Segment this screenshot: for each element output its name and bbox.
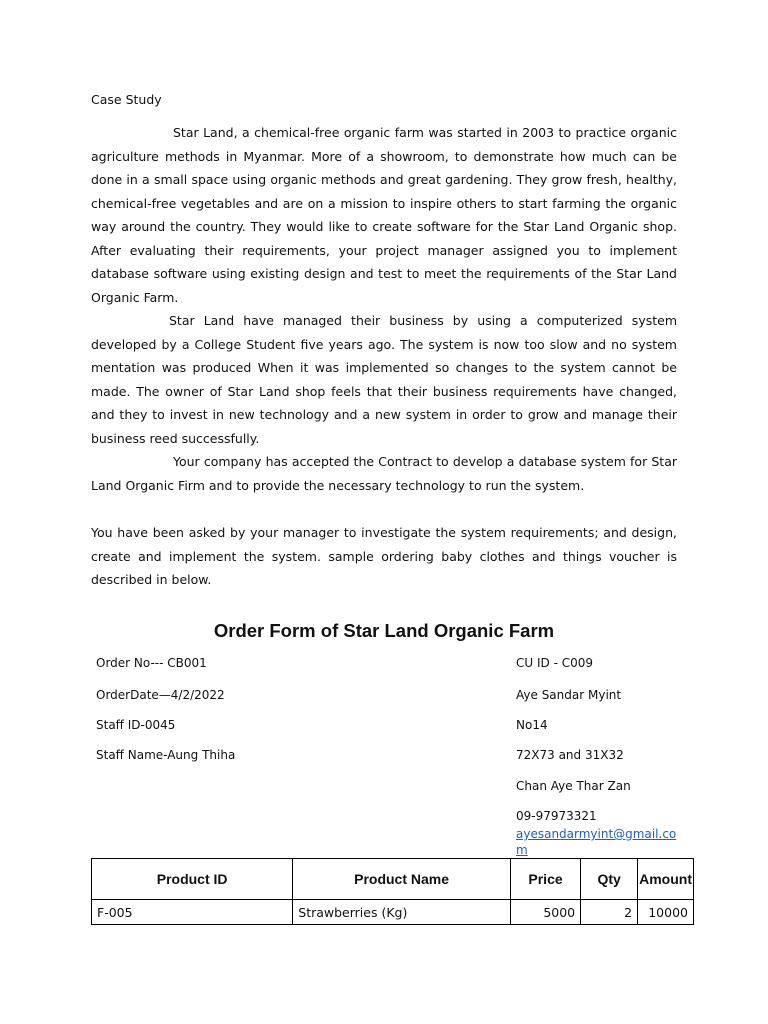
paragraph-intro-text: Star Land, a chemical-free organic farm was started in 2003 to practice organic agriculture methods in Myanmar. More of a showroom, to demonstrate how much can be done in a small space using organic methods and great gardening. They grow fresh, healthy, chemical-free vegetables and are on a mission to inspire others to start farming the organic way around the country. They would like to create software for the Star Land Organic shop. After evaluating their requirements, your project manager assigned you to implement database software using existing design and test to meet the requirements of the Star Land Organic Farm. bbox=[91, 125, 677, 305]
customer-name: Aye Sandar Myint bbox=[516, 688, 622, 702]
paragraph-current-system-text: Star Land have managed their business by using a computerized system developed by a College Student five years ago. The system is now too slow and no system mentation was produced When it was implemented so changes to the system cannot be made. The owner of Star Land shop feels that their business requirements have changed, and they to invest in new technology and a new system in order to grow and manage their business reed successfully. bbox=[91, 313, 677, 446]
order-date: OrderDate—4/2/2022 bbox=[96, 688, 225, 702]
customer-address-no: No14 bbox=[516, 718, 548, 732]
customer-township: Chan Aye Thar Zan bbox=[516, 779, 631, 793]
paragraph-current-system bbox=[91, 309, 677, 450]
header-price: Price bbox=[510, 859, 580, 900]
table-row bbox=[92, 900, 694, 925]
cell-product-name: Strawberries (Kg) bbox=[293, 900, 511, 925]
staff-name: Staff Name-Aung Thiha bbox=[96, 748, 236, 762]
order-form-title: Order Form of Star Land Organic Farm bbox=[213, 620, 555, 641]
customer-id: CU ID - C009 bbox=[516, 656, 593, 670]
paragraph-task: You have been asked by your manager to investigate the system requirements; and design, create and implement the system. sample ordering baby clothes and things voucher is described in below. bbox=[91, 525, 677, 587]
header-product-name: Product Name bbox=[293, 859, 511, 900]
staff-id: Staff ID-0045 bbox=[96, 718, 176, 732]
cell-amount: 10000 bbox=[638, 900, 694, 925]
header-amount: Amount bbox=[638, 859, 694, 900]
customer-phone: 09-97973321 bbox=[516, 809, 597, 823]
paragraph-contract bbox=[91, 450, 677, 497]
paragraph-contract-text: Your company has accepted the Contract to develop a database system for Star Land Organic Firm and to provide the necessary technology to run the system. bbox=[91, 454, 677, 493]
table-header-row bbox=[92, 859, 694, 900]
customer-street: 72X73 and 31X32 bbox=[516, 748, 624, 762]
header-qty: Qty bbox=[581, 859, 638, 900]
header-product-id: Product ID bbox=[92, 859, 293, 900]
cell-price: 5000 bbox=[510, 900, 580, 925]
paragraph-intro bbox=[91, 121, 677, 309]
order-no: Order No--- CB001 bbox=[96, 656, 207, 670]
cell-qty: 2 bbox=[581, 900, 638, 925]
order-items-table bbox=[91, 858, 694, 925]
customer-email-link[interactable]: ayesandarmyint@gmail.com bbox=[516, 827, 677, 857]
cell-product-id: F-005 bbox=[92, 900, 293, 925]
case-study-heading: Case Study bbox=[91, 92, 162, 107]
